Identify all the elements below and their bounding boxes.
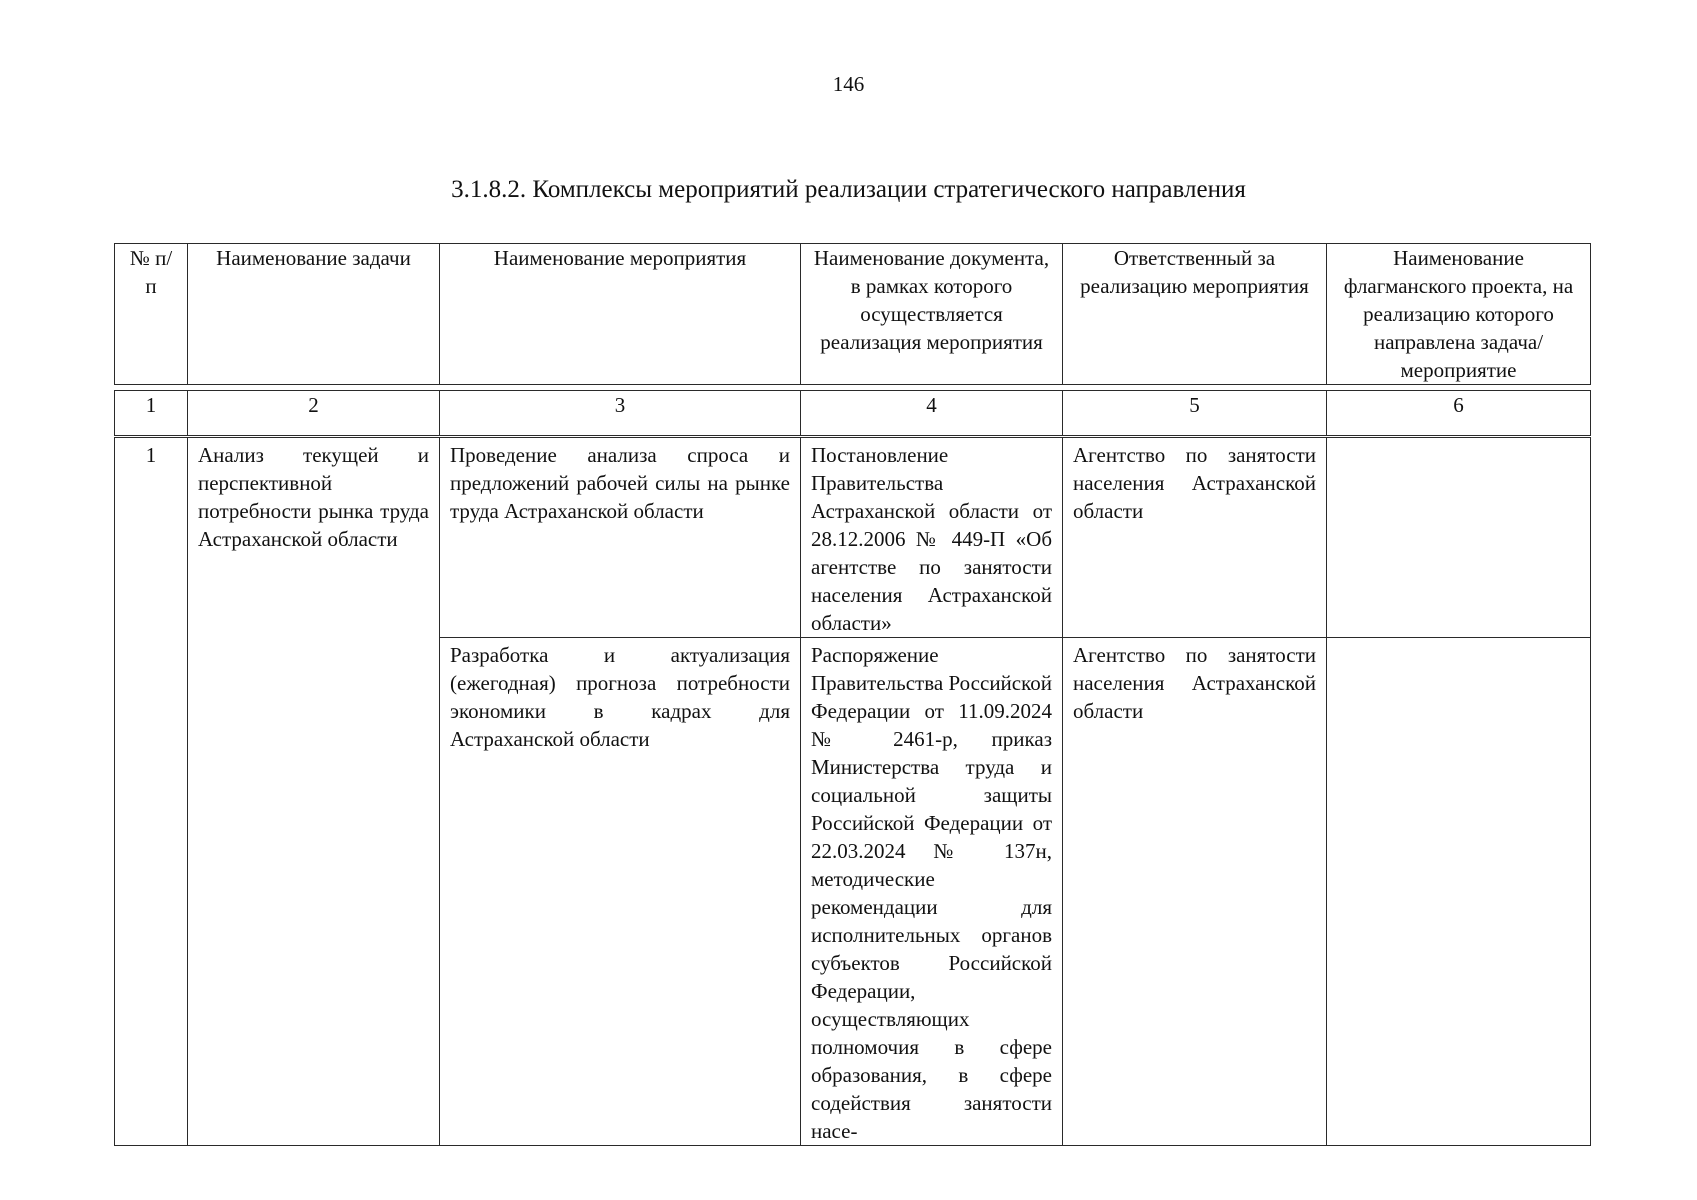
document-cell: Распоряжение Правительства Российской Федерации от 11.09.2024 № 2461-р, приказ Министерства труда и социальной защиты Российской Федерации от 22.03.2024 № 137н, методические рекомендации для исполнительных органов субъектов Российской Федерации, осуществляющих полномочия в сфере образования, в сфере содействия занятости насе- (801, 638, 1063, 1146)
responsible-cell: Агентство по занятости населения Астраханской области (1063, 438, 1327, 638)
column-number-cell: 6 (1327, 391, 1591, 436)
column-number-cell: 5 (1063, 391, 1327, 436)
table-row (115, 438, 1591, 638)
header-row (115, 244, 1591, 385)
activity-cell: Проведение анализа спроса и предложений рабочей силы на рынке труда Астраханской области (440, 438, 801, 638)
column-number-cell: 3 (440, 391, 801, 436)
column-number-cell: 4 (801, 391, 1063, 436)
table-column-numbers (114, 390, 1591, 436)
header-cell-responsible: Ответственный за реализацию мероприятия (1063, 244, 1327, 385)
section-title: 3.1.8.2. Комплексы мероприятий реализации стратегического направления (451, 176, 1246, 203)
header-cell-task: Наименование задачи (188, 244, 440, 385)
column-number-cell: 1 (115, 391, 188, 436)
flagship-cell (1327, 438, 1591, 638)
activity-cell: Разработка и актуализация (ежегодная) прогноза потребности экономики в кадрах для Астраханской области (440, 638, 801, 1146)
header-cell-document: Наименование документа, в рамках которого осуществляется реализация мероприятия (801, 244, 1063, 385)
column-number-row (115, 391, 1591, 436)
document-cell: Постановление Правительства Астраханской области от 28.12.2006 № 449-П «Об агентстве по занятости населения Астраханской области» (801, 438, 1063, 638)
task-cell: Анализ текущей и перспективной потребности рынка труда Астраханской области (188, 438, 440, 1146)
responsible-cell: Агентство по занятости населения Астраханской области (1063, 638, 1327, 1146)
page-number: 146 (832, 72, 865, 96)
row-number-cell: 1 (115, 438, 188, 1146)
column-number-cell: 2 (188, 391, 440, 436)
header-cell-activity: Наименование мероприятия (440, 244, 801, 385)
header-cell-number: № п/п (115, 244, 188, 385)
table-body (114, 437, 1591, 1146)
header-cell-flagship: Наименование флагманского проекта, на реализацию которого направлена задача/мероприятие (1327, 244, 1591, 385)
table-header (114, 243, 1591, 385)
flagship-cell (1327, 638, 1591, 1146)
